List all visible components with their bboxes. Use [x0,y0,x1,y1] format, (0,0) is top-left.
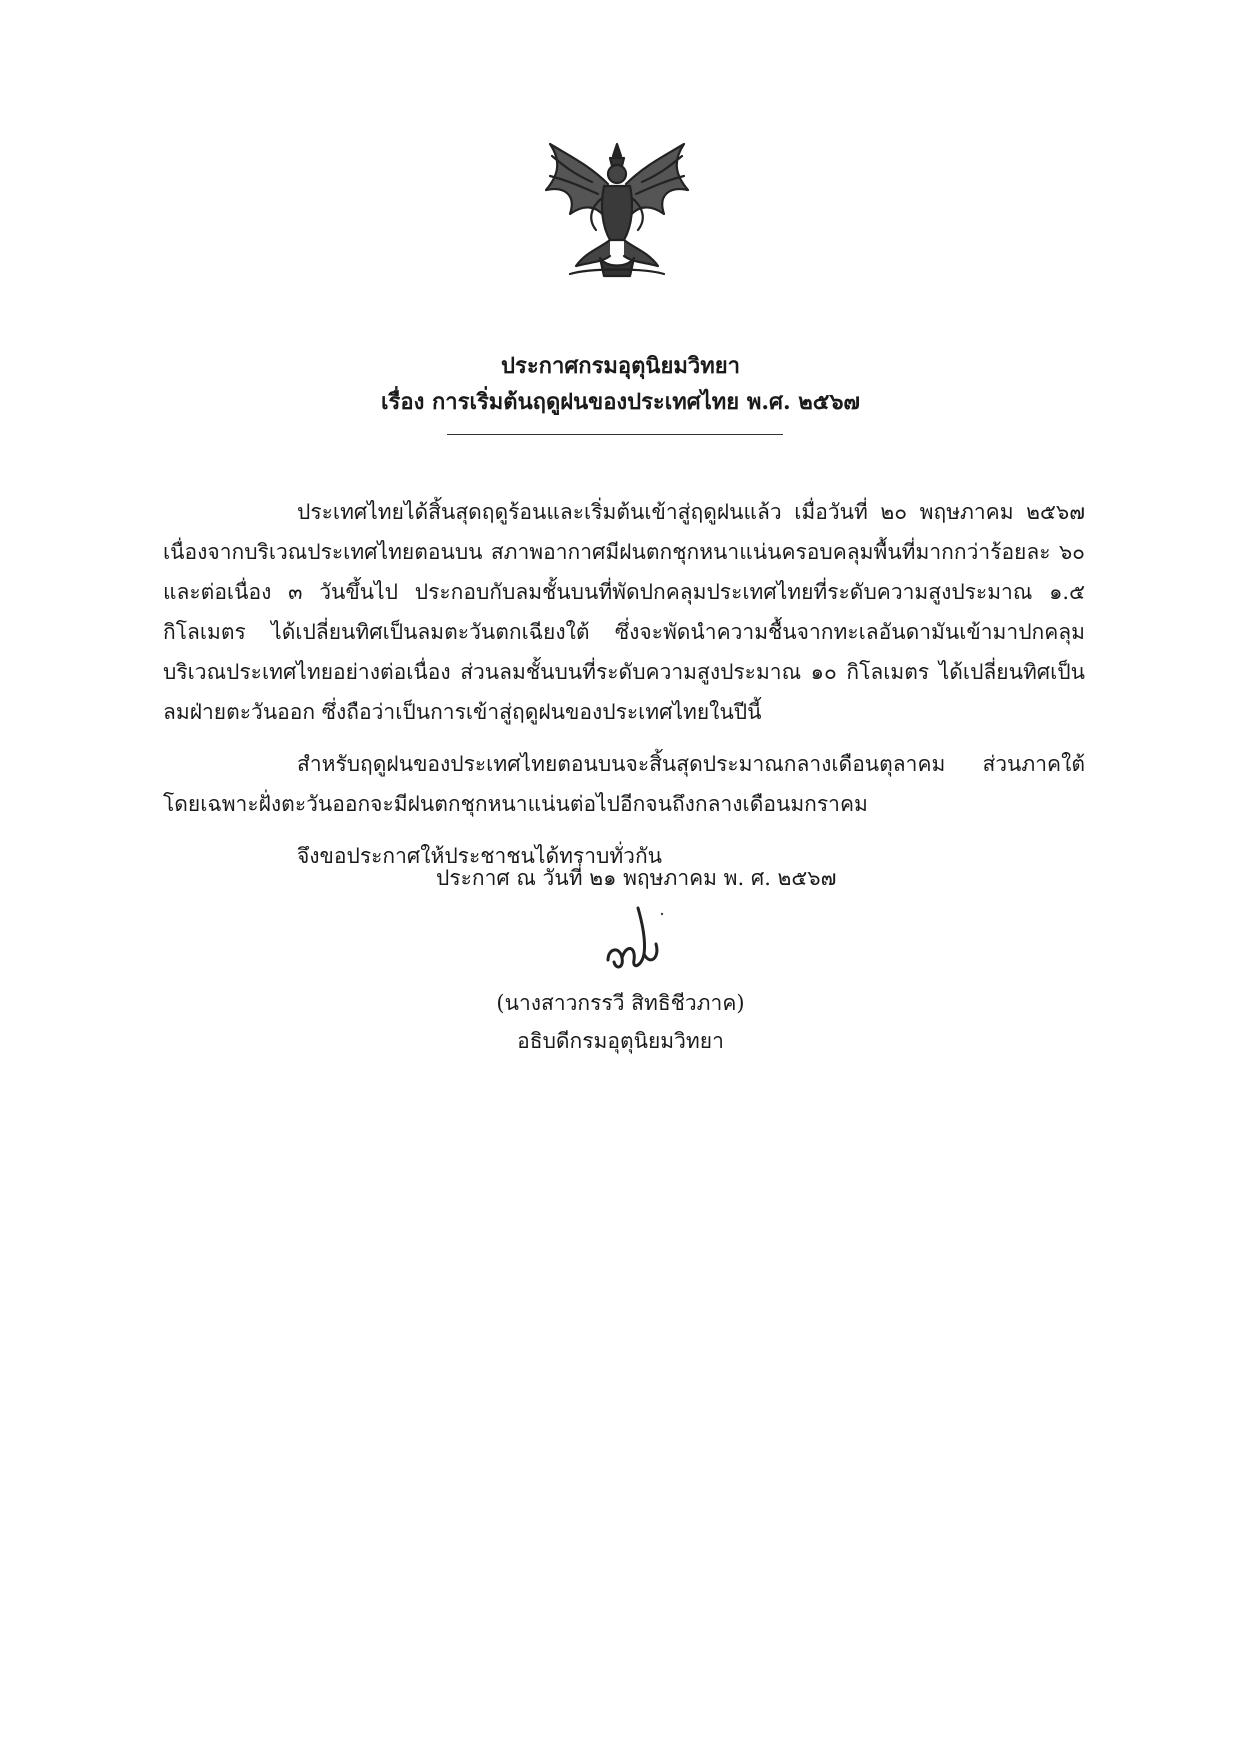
signatory-position: อธิบดีกรมอุตุนิยมวิทยา [517,1029,724,1053]
garuda-emblem-icon [540,136,694,286]
signatory-name: (นางสาวกรรวี สิทธิชีวภาค) [496,991,745,1015]
announcement-body [163,492,1085,888]
handwritten-signature [598,900,678,980]
paragraph-rainy-season-end: สำหรับฤดูฝนของประเทศไทยตอนบนจะสิ้นสุดประมาณกลางเดือนตุลาคม ส่วนภาคใต้โดยเฉพาะฝั่งตะวันออกจะมีฝนตกชุกหนาแน่นต่อไปอีกจนถึงกลางเดือนมกราคม [163,752,1085,816]
agency-title: ประกาศกรมอุตุนิยมวิทยา [501,353,740,379]
title-divider [447,434,783,435]
issue-date: ประกาศ ณ วันที่ ๒๑ พฤษภาคม พ. ศ. ๒๕๖๗ [436,866,837,890]
subject-line: เรื่อง การเริ่มต้นฤดูฝนของประเทศไทย พ.ศ. ๒๕๖๗ [381,389,860,415]
signatory-block [0,984,1241,1060]
document-header [0,348,1241,420]
paragraph-rainy-season-start: ประเทศไทยได้สิ้นสุดฤดูร้อนและเริ่มต้นเข้าสู่ฤดูฝนแล้ว เมื่อวันที่ ๒๐ พฤษภาคม ๒๕๖๗ เนื่องจากบริเวณประเทศไทยตอนบน สภาพอากาศมีฝนตกชุกหนาแน่นครอบคลุมพื้นที่มากกว่าร้อยละ ๖๐ และต่อเนื่อง ๓ วันขึ้นไป ประกอบกับลมชั้นบนที่พัดปกคลุมประเทศไทยที่ระดับความสูงประมาณ ๑.๕ กิโลเมตร ได้เปลี่ยนทิศเป็นลมตะวันตกเฉียงใต้ ซึ่งจะพัดนำความชื้นจากทะเลอันดามันเข้ามาปกคลุมบริเวณประเทศไทยอย่างต่อเนื่อง ส่วนลมชั้นบนที่ระดับความสูงประมาณ ๑๐ กิโลเมตร ได้เปลี่ยนทิศเป็นลมฝ่ายตะวันออก ซึ่งถือว่าเป็นการเข้าสู่ฤดูฝนของประเทศไทยในปีนี้ [163,500,1085,724]
closing-statement: จึงขอประกาศให้ประชาชนได้ทราบทั่วกัน [297,844,663,868]
